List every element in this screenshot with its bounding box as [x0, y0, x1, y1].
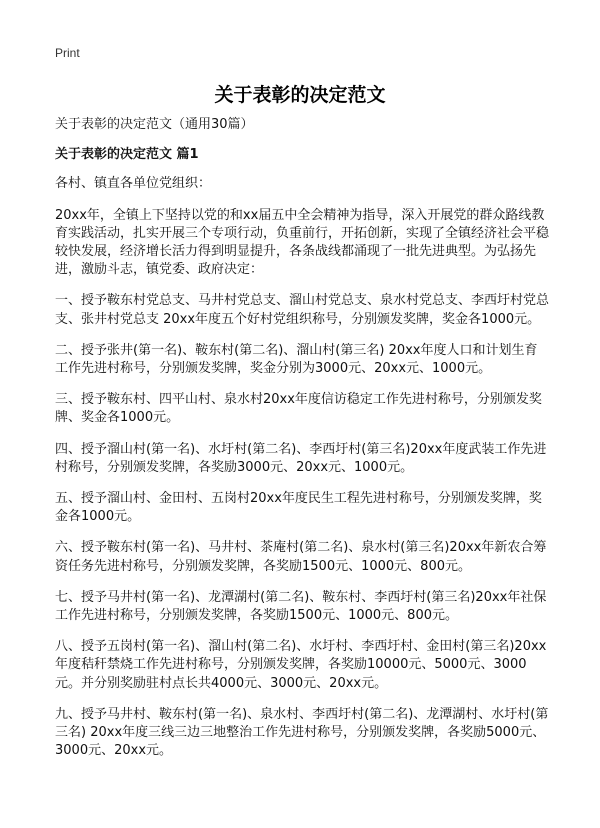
award-item-7: 七、授予马井村(第一名)、龙潭湖村(第二名)、鞍东村、李西圩村(第三名)20xx年社保工作先进村称号，分别颁发奖牌，各奖励1500元、1000元、800元。	[55, 589, 547, 624]
award-item-9: 九、授予马井村、鞍东村(第一名)、泉水村、李西圩村(第二名)、龙潭湖村、水圩村(第三名) 20xx年度三线三边三地整治工作先进村称号，分别颁发奖牌，各奖励5000元、3000元、20xx元。	[55, 706, 549, 759]
page-title: 关于表彰的决定范文	[214, 84, 386, 106]
award-item-6: 六、授予鞍东村(第一名)、马井村、茶庵村(第二名)、泉水村(第三名)20xx年新农合筹资任务先进村称号，分别颁发奖牌，各奖励1500元、1000元、800元。	[55, 540, 547, 574]
intro-paragraph: 20xx年，全镇上下坚持以党的和xx届五中全会精神为指导，深入开展党的群众路线教育实践活动，扎实开展三个专项行动，负重前行，开拓创新，实现了全镇经济社会平稳较快发展，经济增长活力得到明显提升，各条战线都涌现了一批先进典型。为弘扬先进，激励斗志，镇党委、政府决定：	[55, 207, 550, 278]
document-subtitle: 关于表彰的决定范文（通用30篇）	[55, 117, 254, 132]
print-link[interactable]: Print	[55, 46, 80, 60]
award-item-1: 一、授予鞍东村党总支、马井村党总支、溜山村党总支、泉水村党总支、李西圩村党总支、张井村党总支 20xx年度五个好村党组织称号，分别颁发奖牌，奖金各1000元。	[55, 293, 550, 327]
award-item-4: 四、授予溜山村(第一名)、水圩村(第二名)、李西圩村(第三名)20xx年度武装工作先进村称号，分别颁发奖牌，各奖励3000元、20xx元、1000元。	[55, 441, 547, 475]
award-item-8: 八、授予五岗村(第一名)、溜山村(第二名)、水圩村、李西圩村、金田村(第三名)20xx年度秸秆禁烧工作先进村称号，分别颁发奖牌，各奖励10000元、5000元、3000元。并分别奖励驻村点长共4000元、3000元、20xx元。	[55, 639, 547, 691]
award-item-5: 五、授予溜山村、金田村、五岗村20xx年度民生工程先进村称号，分别颁发奖牌，奖金各1000元。	[55, 491, 542, 525]
award-item-3: 三、授予鞍东村、四平山村、泉水村20xx年度信访稳定工作先进村称号，分别颁发奖牌、奖金各1000元。	[55, 392, 542, 426]
document-body	[55, 116, 550, 773]
section-heading: 关于表彰的决定范文 篇1	[55, 147, 199, 163]
award-item-2: 二、授予张井(第一名)、鞍东村(第二名)、溜山村(第三名) 20xx年度人口和计划生育工作先进村称号，分别颁发奖牌，奖金分别为3000元、20xx元、1000元。	[55, 342, 538, 377]
salutation: 各村、镇直各单位党组织：	[55, 176, 212, 192]
